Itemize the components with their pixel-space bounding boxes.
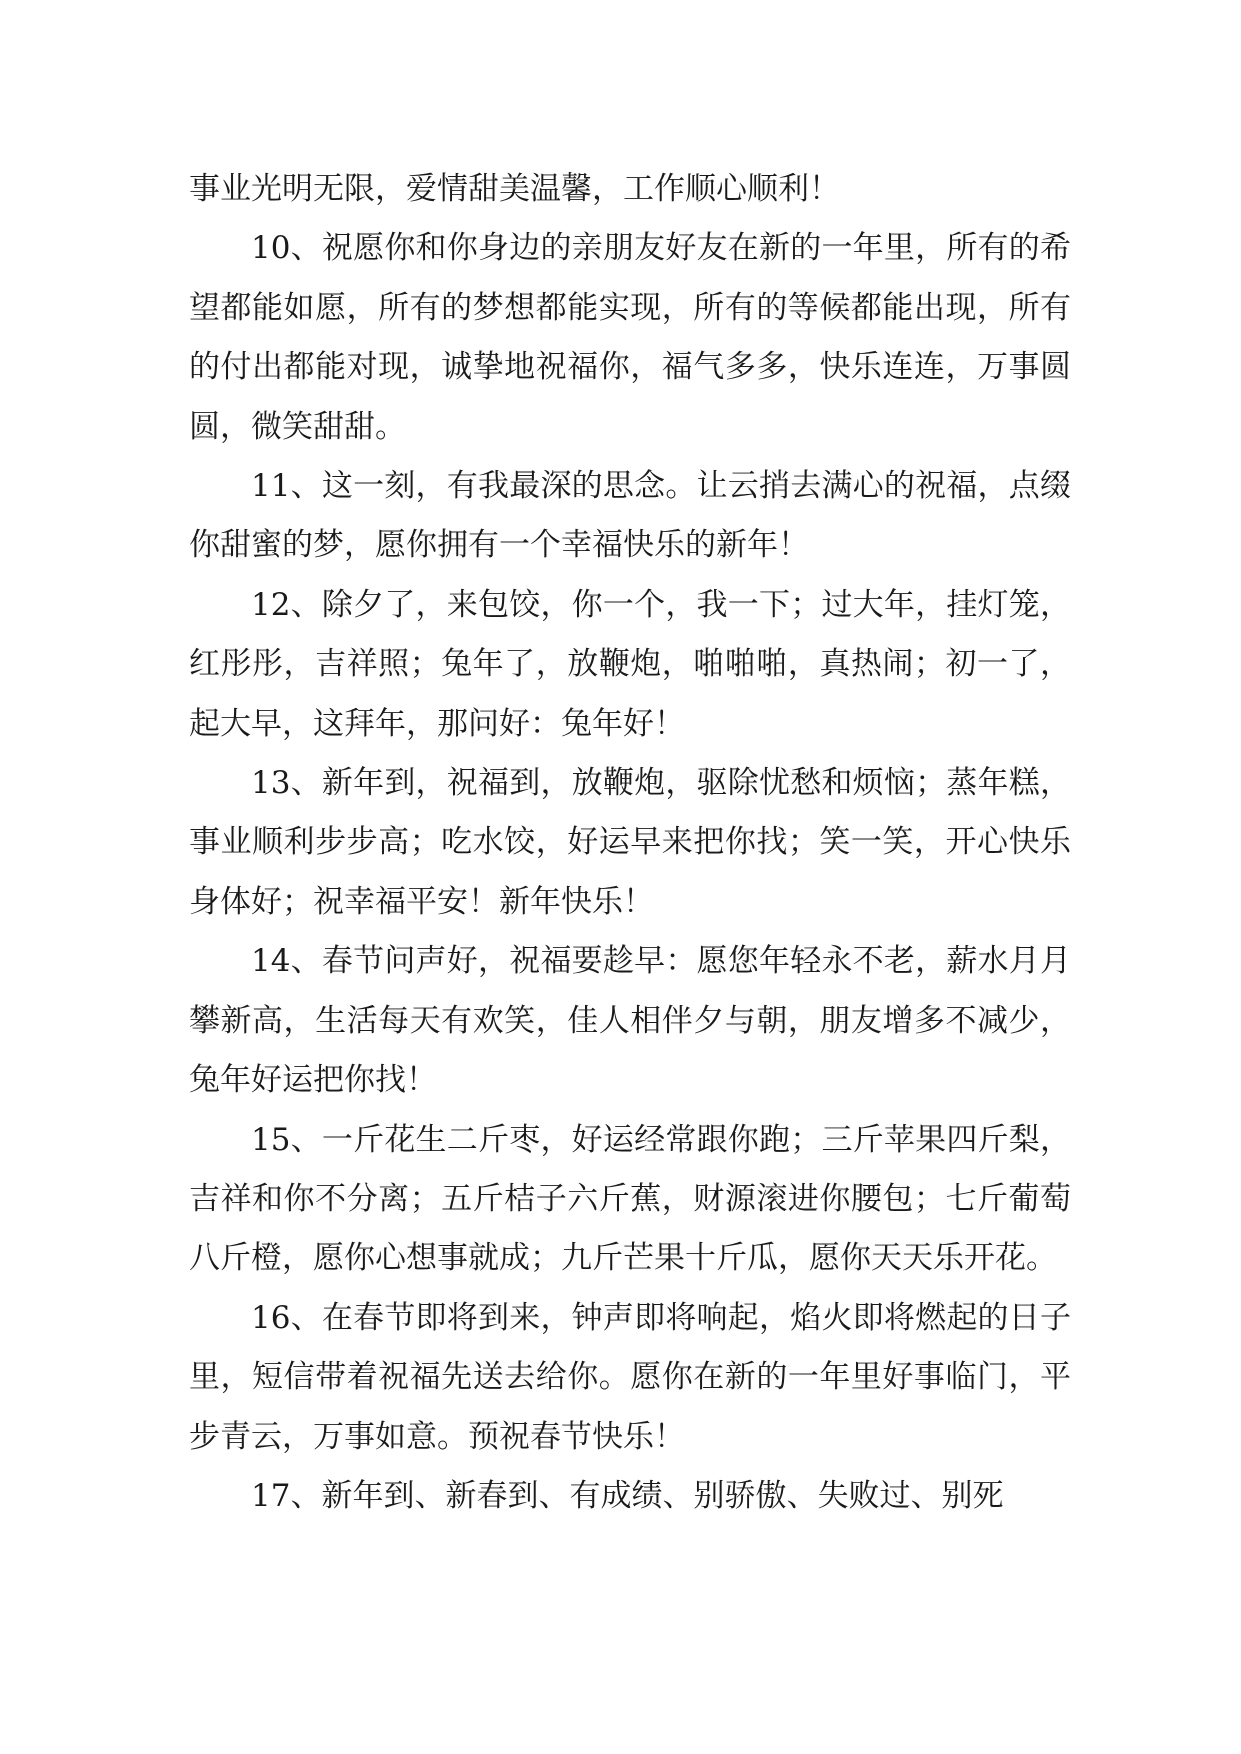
paragraph-item-15: 15、一斤花生二斤枣，好运经常跟你跑；三斤苹果四斤梨，吉祥和你不分离；五斤桔子六斤蕉，财源滚进你腰包；七斤葡萄八斤橙，愿你心想事就成；九斤芒果十斤瓜，愿你天天乐开花。 (189, 1121, 1071, 1277)
paragraph-item-17: 17、新年到、新春到、有成绩、别骄傲、失败过、别死 (251, 1477, 1004, 1514)
paragraph-item-10: 10、祝愿你和你身边的亲朋友好友在新的一年里，所有的希望都能如愿，所有的梦想都能实现，所有的等候都能出现，所有的付出都能对现，诚挚地祝福你，福气多多，快乐连连，万事圆圆，微笑甜甜。 (189, 230, 1071, 445)
paragraph-item-11: 11、这一刻，有我最深的思念。让云捎去满心的祝福，点缀你甜蜜的梦，愿你拥有一个幸福快乐的新年！ (189, 468, 1071, 564)
paragraph-item-14: 14、春节问声好，祝福要趁早：愿您年轻永不老，薪水月月攀新高，生活每天有欢笑，佳人相伴夕与朝，朋友增多不减少，兔年好运把你找！ (189, 943, 1071, 1099)
paragraph-item-12: 12、除夕了，来包饺，你一个，我一下；过大年，挂灯笼，红彤彤，吉祥照；兔年了，放鞭炮，啪啪啪，真热闹；初一了，起大早，这拜年，那问好：兔年好！ (189, 586, 1071, 742)
paragraph-continuation: 事业光明无限，爱情甜美温馨，工作顺心顺利！ (189, 171, 840, 207)
paragraph-item-13: 13、新年到，祝福到，放鞭炮，驱除忧愁和烦恼；蒸年糕，事业顺利步步高；吃水饺，好运早来把你找；笑一笑，开心快乐身体好；祝幸福平安！新年快乐！ (189, 765, 1071, 920)
paragraph-item-16: 16、在春节即将到来，钟声即将响起，焰火即将燃起的日子里，短信带着祝福先送去给你。愿你在新的一年里好事临门，平步青云，万事如意。预祝春节快乐！ (189, 1299, 1071, 1455)
document-body (189, 160, 1071, 1526)
